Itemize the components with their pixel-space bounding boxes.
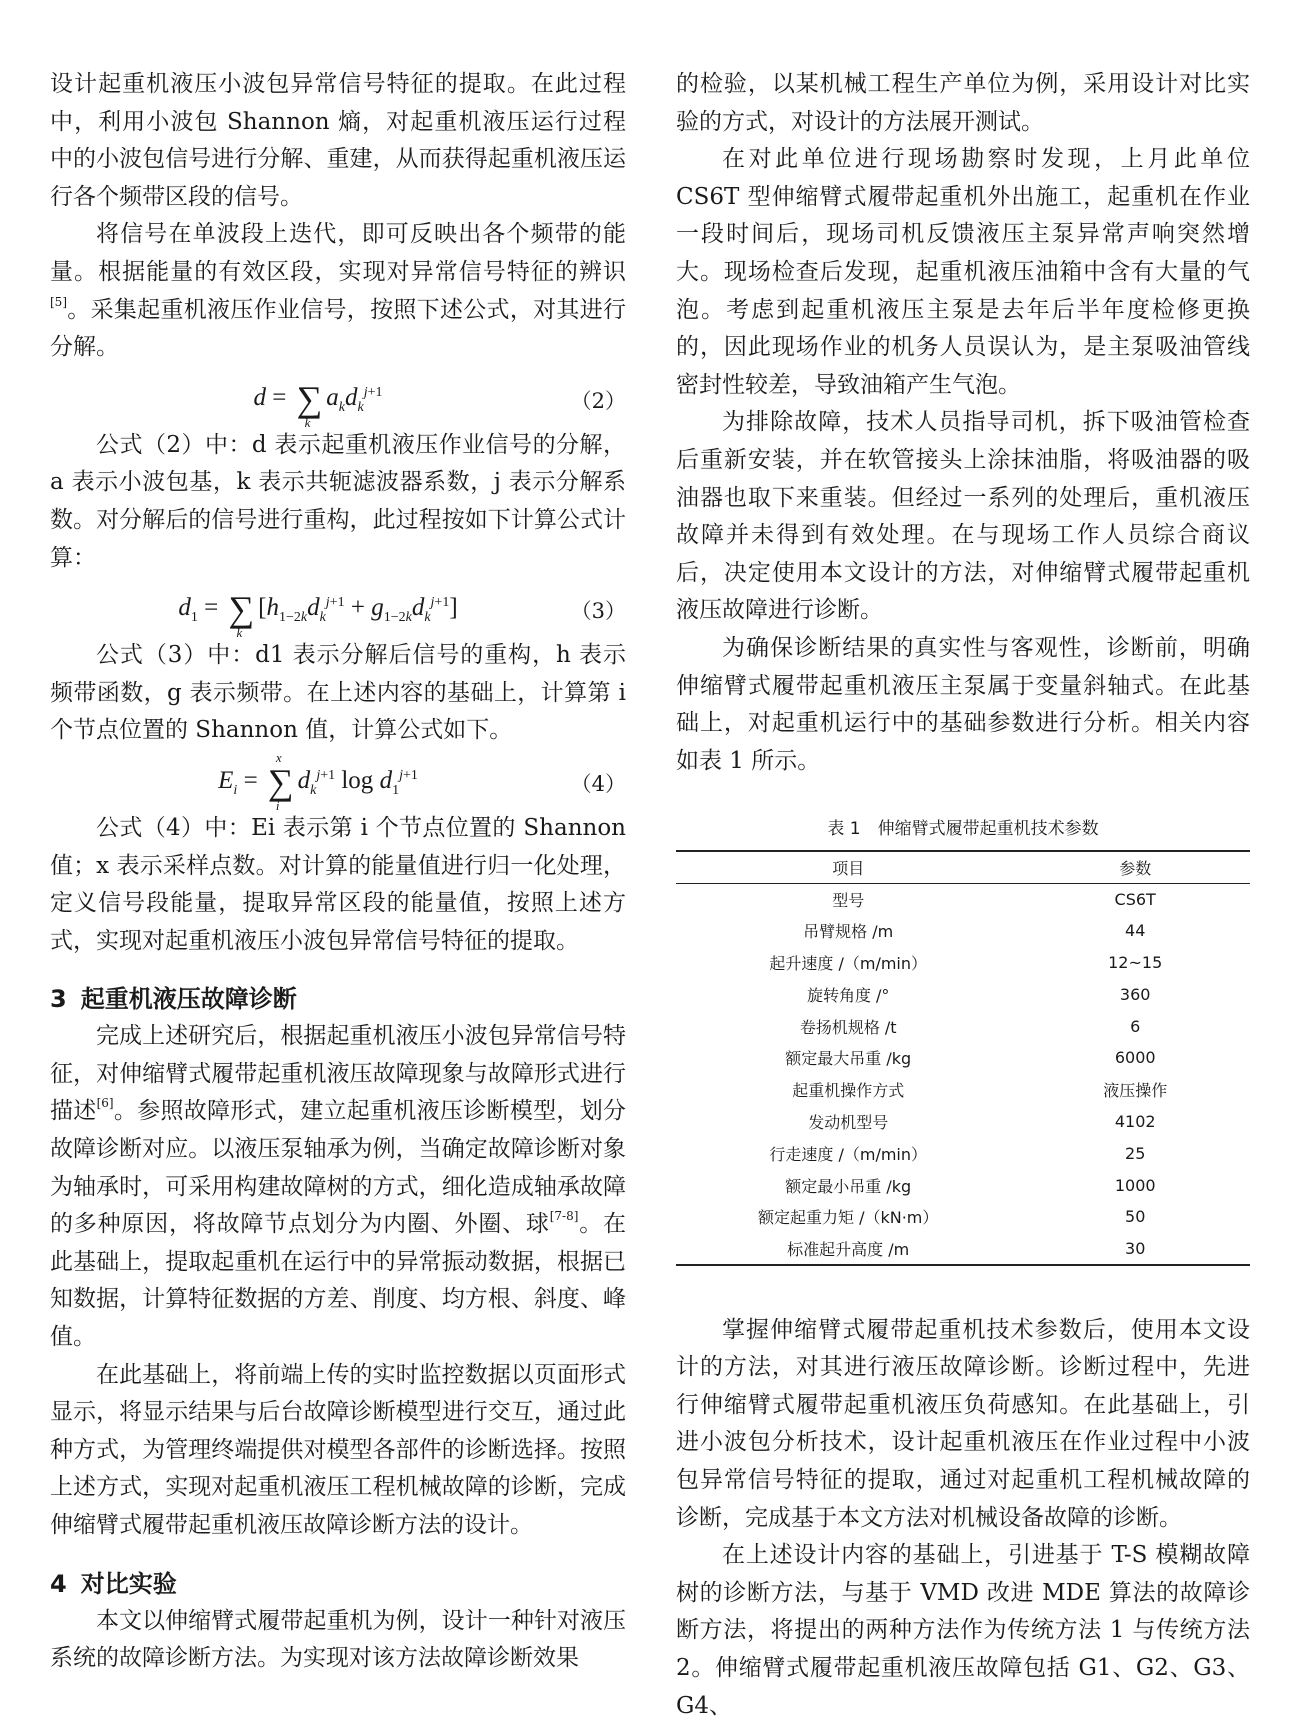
table-cell-item: 额定最大吊重 /kg (785, 1049, 912, 1069)
table-header-value: 参数 (1119, 858, 1152, 878)
left-paragraph-6-text-a: 完成上述研究后，根据起重机液压小波包异常信号特征，对伸缩臂式履带起重机液压故障现象与故障形式进行描述 (50, 1023, 626, 1125)
table-row (676, 1201, 1250, 1233)
table-cell-item: 型号 (832, 890, 865, 910)
table-row (676, 1074, 1250, 1106)
section-3-title: 起重机液压故障诊断 (80, 985, 297, 1014)
table-row (676, 1169, 1250, 1201)
left-paragraph-5: 公式（4）中：Ei 表示第 i 个节点位置的 Shannon 值；x 表示采样点数。对计算的能量值进行归一化处理，定义信号段能量，提取异常区段的能量值，按照上述方式，实现对起重机液压小波包异常信号特征的提取。 (50, 814, 626, 954)
section-4-number: 4 (50, 1569, 67, 1598)
left-paragraph-6-text-c: 。在此基础上，提取起重机在运行中的异常振动数据，根据已知数据，计算特征数据的方差、削度、均方根、斜度、峰值。 (50, 1211, 627, 1351)
table-body (676, 883, 1250, 1265)
table-row (676, 947, 1250, 979)
table-row (676, 1106, 1250, 1138)
table-cell-value: 4102 (1114, 1112, 1156, 1132)
table-row (676, 915, 1250, 947)
equation-3-number: （3） (570, 599, 626, 624)
equation-2 (50, 367, 626, 430)
equation-3-expression: $d_1$ = ∑ k $[h_{1-2k}d_k^{j+1} + g_{1-2k}d_k^{j+1}]$ (178, 589, 458, 641)
table-1-caption: 表 1 伸缩臂式履带起重机技术参数 (827, 819, 1099, 840)
equation-2-number: （2） (570, 388, 626, 413)
left-paragraph-6 (50, 1018, 626, 1356)
right-paragraph-2: 在对此单位进行现场勘察时发现，上月此单位 CS6T 型伸缩臂式履带起重机外出施工，起重机在作业一段时间后，现场司机反馈液压主泵异常声响突然增大。现场检查后发现，起重机液压油箱中含有大量的气泡。考虑到起重机液压主泵是去年后半年度检修更换的，因此现场作业的机务人员误认为，是主泵吸油管线密封性较差，导致油箱产生气泡。 (676, 146, 1250, 398)
equation-3 (50, 577, 626, 641)
table-row (676, 1137, 1250, 1169)
left-paragraph-7: 在此基础上，将前端上传的实时监控数据以页面形式显示，将显示结果与后台故障诊断模型进行交互，通过此种方式，为管理终端提供对模型各部件的诊断选择。按照上述方式，实现对起重机液压工程机械故障的诊断，完成伸缩臂式履带起重机液压故障诊断方法的设计。 (50, 1361, 626, 1538)
table-cell-item: 卷扬机规格 /t (799, 1017, 897, 1037)
table-spacer (676, 1266, 1250, 1312)
table-cell-item: 行走速度 /（m/min） (769, 1144, 928, 1164)
table-header-item: 项目 (832, 858, 865, 878)
table-cell-value: CS6T (1114, 889, 1156, 909)
left-paragraph-2-text-b: 。采集起重机液压作业信号，按照下述公式，对其进行分解。 (50, 296, 626, 361)
right-column (676, 66, 1250, 1725)
table-cell-value: 44 (1125, 921, 1146, 941)
table-cell-value: 360 (1119, 984, 1151, 1004)
left-paragraph-2 (50, 216, 626, 366)
equation-4 (50, 749, 626, 813)
equation-4-number: （4） (570, 771, 626, 796)
table-row (676, 1010, 1250, 1042)
table-cell-item: 起重机操作方式 (792, 1081, 905, 1101)
table-cell-item: 发动机型号 (808, 1113, 889, 1133)
table-row (676, 883, 1250, 915)
table-row (676, 1042, 1250, 1074)
right-paragraph-6: 在上述设计内容的基础上，引进基于 T-S 模糊故障树的诊断方法，与基于 VMD 改进 MDE 算法的故障诊断方法，将提出的两种方法作为传统方法 1 与传统方法 2。伸缩臂式履带起重机液压故障包括 G1、G2、G3、G4、 (676, 1542, 1250, 1719)
table-cell-value: 液压操作 (1103, 1081, 1168, 1101)
table-cell-item: 额定起重力矩 /（kN·m） (758, 1208, 939, 1228)
table-cell-value: 1000 (1114, 1175, 1156, 1195)
table-row (676, 1233, 1250, 1265)
citation-6: [6] (96, 1096, 114, 1111)
left-paragraph-6-text-b: 。参照故障形式，建立起重机液压诊断模型，划分故障诊断对应。以液压泵轴承为例，当确定故障诊断对象为轴承时，可采用构建故障树的方式，细化造成轴承故障的多种原因，将故障节点划分为内圈、外圈、球 (50, 1098, 627, 1238)
table-cell-value: 6000 (1114, 1048, 1156, 1068)
left-paragraph-8: 本文以伸缩臂式履带起重机为例，设计一种针对液压系统的故障诊断方法。为实现对该方法故障诊断效果 (50, 1607, 626, 1672)
section-3-number: 3 (50, 985, 67, 1014)
table-cell-item: 标准起升高度 /m (787, 1239, 910, 1259)
table-cell-item: 吊臂规格 /m (803, 922, 894, 942)
table-header-row (676, 851, 1250, 883)
citation-7-8: [7-8] (549, 1209, 579, 1224)
right-paragraph-5: 掌握伸缩臂式履带起重机技术参数后，使用本文设计的方法，对其进行液压故障诊断。诊断过程中，先进行伸缩臂式履带起重机液压负荷感知。在此基础上，引进小波包分析技术，设计起重机液压在作业过程中小波包异常信号特征的提取，通过对起重机工程机械故障的诊断，完成基于本文方法对机械设备故障的诊断。 (676, 1316, 1250, 1531)
table-cell-value: 50 (1125, 1207, 1146, 1227)
section-4-title: 对比实验 (80, 1569, 177, 1598)
left-paragraph-4: 公式（3）中：d1 表示分解后信号的重构，h 表示频带函数，g 表示频带。在上述内容的基础上，计算第 i 个节点位置的 Shannon 值，计算公式如下。 (50, 642, 626, 744)
table-1-technical-parameters (676, 850, 1250, 1265)
table-cell-value: 30 (1125, 1238, 1146, 1258)
table-cell-item: 旋转角度 /° (806, 985, 890, 1005)
section-3-heading (50, 980, 626, 1018)
right-paragraph-3: 为排除故障，技术人员指导司机，拆下吸油管检查后重新安装，并在软管接头上涂抹油脂，将吸油器的吸油器也取下来重装。但经过一系列的处理后，重机液压故障并未得到有效处理。在与现场工作人员综合商议后，决定使用本文设计的方法，对伸缩臂式履带起重机液压故障进行诊断。 (676, 409, 1250, 624)
equation-2-expression: d = ∑ k $a_kd_k^{j+1}$ (253, 378, 383, 430)
table-cell-value: 6 (1130, 1016, 1141, 1036)
left-paragraph-3: 公式（2）中：d 表示起重机液压作业信号的分解，a 表示小波包基，k 表示共轭滤波器系数，j 表示分解系数。对分解后的信号进行重构，此过程按如下计算公式计算： (50, 431, 626, 571)
table-cell-item: 额定最小吊重 /kg (785, 1176, 912, 1196)
equation-4-expression: $E_i$ = x ∑ i $d_k^{j+1}$ $\log d_1^{j+1}$ (218, 749, 418, 813)
right-paragraph-1: 的检验，以某机械工程生产单位为例，采用设计对比实验的方式，对设计的方法展开测试。 (676, 71, 1250, 135)
right-paragraph-4: 为确保诊断结果的真实性与客观性，诊断前，明确伸缩臂式履带起重机液压主泵属于变量斜轴式。在此基础上，对起重机运行中的基础参数进行分析。相关内容如表 1 所示。 (676, 634, 1250, 774)
section-4-heading (50, 1565, 626, 1603)
left-column (50, 66, 626, 1678)
left-paragraph-2-text-a: 将信号在单波段上迭代，即可反映出各个频带的能量。根据能量的有效区段，实现对异常信号特征的辨识 (50, 221, 626, 285)
table-cell-value: 25 (1125, 1143, 1146, 1163)
table-cell-item: 起升速度 /（m/min） (769, 954, 928, 974)
table-cell-value: 12~15 (1108, 953, 1163, 973)
left-paragraph-1: 设计起重机液压小波包异常信号特征的提取。在此过程中，利用小波包 Shannon 熵，对起重机液压运行过程中的小波包信号进行分解、重建，从而获得起重机液压运行各个频带区段的信号。 (50, 71, 626, 210)
table-row (676, 978, 1250, 1010)
citation-5: [5] (50, 294, 67, 309)
